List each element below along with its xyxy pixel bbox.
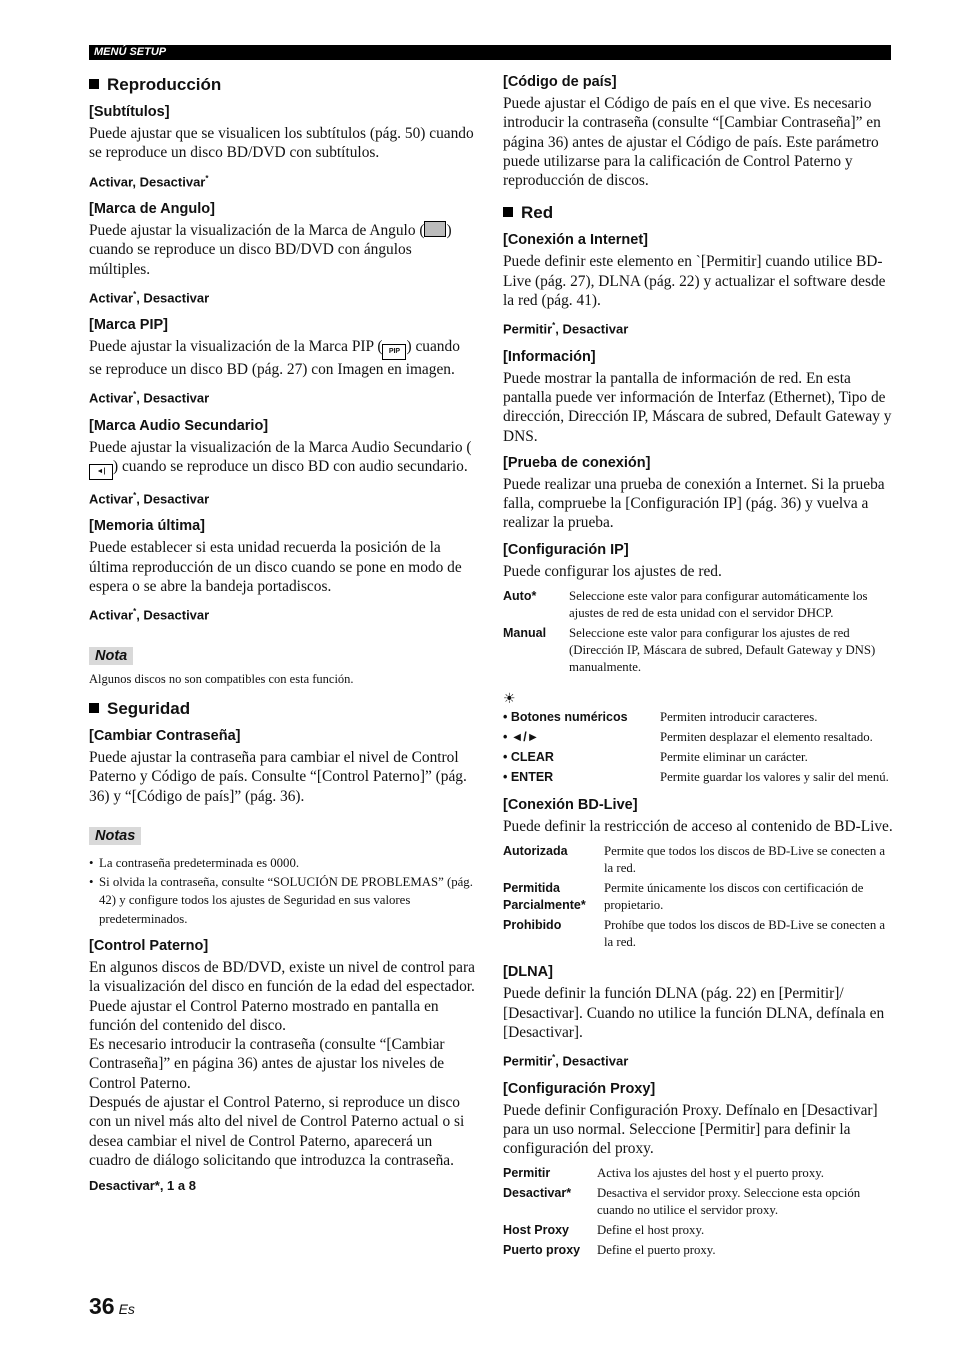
angulo-text: Puede ajustar la visualización de la Marca de Angulo ( ) cuando se reproduce un disco BD/DVD con ángulos múltiples. <box>89 221 452 278</box>
notas-list <box>89 854 475 928</box>
dlna-text: Puede definir la función DLNA (pág. 22) en [Permitir]/ [Desactivar]. Cuando no utilice la función DLNA, defínala en [Desactivar]. <box>503 985 885 1041</box>
page-number: 36 Es <box>89 1293 135 1319</box>
control-text-3: Después de ajustar el Control Paterno, si reproduce un disco con un nivel más alto del nivel de Control Paterno actual o si desea cambiar el nivel de Control Paterno, aparecerá un cuadro de diálogo solicitando que introduzca la contraseña. <box>89 1094 465 1169</box>
control-text-1: En algunos discos de BD/DVD, existe un nivel de control para la visualización del disco en función de la edad del espectador. Puede ajustar el Control Paterno mostrado en pantalla en función del contenido del disco. <box>89 959 475 1034</box>
audio-text: Puede ajustar la visualización de la Marca Audio Secundario (◄| ) cuando se reproduce un disco BD con audio secundario. <box>89 438 475 480</box>
left-column <box>89 72 475 1203</box>
informacion-text: Puede mostrar la pantalla de información de red. En esta pantalla puede ver información de Interfaz (Ethernet), Tipo de dirección, Dirección IP, Máscara de subred, Default Gateway y DNS. <box>503 369 892 445</box>
subtitulos-text: Puede ajustar que se visualicen los subtítulos (pág. 50) cuando se reproduce un disco BD/DVD con subtítulos. <box>89 125 474 162</box>
ip-text: Puede configurar los ajustes de red. <box>503 562 722 580</box>
section-title-red: Red <box>503 202 893 224</box>
table-row: • CLEAR Permite eliminar un carácter. <box>503 750 808 765</box>
memoria-options: Activar*, Desactivar <box>89 607 210 623</box>
table-row: Autorizada Permite que todos los discos de BD-Live se conecten a la red. <box>503 844 886 876</box>
list-item: • La contraseña predeterminada es 0000. <box>89 854 475 873</box>
subtitulos-options: Activar, Desactivar* <box>89 173 209 189</box>
proxy-text: Puede definir Configuración Proxy. Defínalo en [Desactivar] para un uso normal. Seleccione [Permitir] para definir la configuración del proxy. <box>503 1101 878 1158</box>
proxy-heading: [Configuración Proxy] <box>503 1080 656 1097</box>
square-bullet-icon <box>89 703 99 713</box>
nota-text: Algunos discos no son compatibles con esta función. <box>89 671 354 686</box>
list-item: • Si olvida la contraseña, consulte “SOLUCIÓN DE PROBLEMAS” (pág. 42) y configure todos los ajustes de Seguridad en sus valores predeterminados. <box>89 873 475 929</box>
table-row: • Botones numéricos Permiten introducir caracteres. <box>503 710 818 725</box>
conexion-options: Permitir*, Desactivar <box>503 321 629 337</box>
table-row: Host Proxy Define el host proxy. <box>503 1223 705 1238</box>
proxy-table <box>503 1165 893 1262</box>
secondary-audio-icon: ◄| <box>89 464 113 480</box>
table-row: Auto* Seleccione este valor para configurar automáticamente los ajustes de red de esta unidad con el servidor DHCP. <box>503 589 868 621</box>
subtitulos-heading: [Subtítulos] <box>89 104 170 120</box>
hint-icon: ☀ <box>503 691 516 708</box>
pip-mark-icon: PIP <box>382 344 406 360</box>
codigo-text: Puede ajustar el Código de país en el que vive. Es necesario introducir la contraseña (consulte “[Cambiar Contraseña]” en página 36) antes de ajustar el Código de país. Este parámetro puede utilizarse para la calificación de Control Paterno y reproducción de discos. <box>503 95 881 190</box>
memoria-text: Puede establecer si esta unidad recuerda la posición de la última reproducción de un disco cuando se pone en modo de espera o se abre la bandeja portadiscos. <box>89 539 462 595</box>
table-row: • ENTER Permite guardar los valores y salir del menú. <box>503 770 889 785</box>
memoria-heading: [Memoria última] <box>89 518 206 535</box>
section-header-bar: MENÚ SETUP <box>89 45 891 60</box>
prueba-heading: [Prueba de conexión] <box>503 454 651 471</box>
section-title-reproduccion: Reproducción <box>89 74 475 96</box>
angle-mark-icon <box>424 221 446 237</box>
square-bullet-icon <box>89 79 99 89</box>
table-row: Manual Seleccione este valor para configurar los ajustes de red (Dirección IP, Máscara de subred, Default Gateway y DNS) manualmente. <box>503 626 876 675</box>
square-bullet-icon <box>503 207 513 217</box>
dlna-options: Permitir*, Desactivar <box>503 1053 629 1069</box>
table-row: • ◄/► Permiten desplazar el elemento resaltado. <box>503 730 873 745</box>
conexion-text: Puede definir este elemento en `[Permitir] cuando utilice BD-Live (pág. 27), DLNA (pág. 22) y actualizar el software desde la red (pág. 41). <box>503 253 886 310</box>
codigo-heading: [Código de país] <box>503 74 617 90</box>
table-row: Prohibido Prohíbe que todos los discos de BD-Live se conecten a la red. <box>503 918 886 950</box>
pip-text: Puede ajustar la visualización de la Marca PIP ( PIP ) cuando se reproduce un disco BD (pág. 27) con Imagen en imagen. <box>89 338 460 379</box>
cambiar-heading: [Cambiar Contraseña] <box>89 728 241 745</box>
notas-label: Notas <box>89 827 141 845</box>
pip-heading: [Marca PIP] <box>89 317 168 334</box>
conexion-heading: [Conexión a Internet] <box>503 232 649 249</box>
page-language: Es <box>118 1301 135 1317</box>
audio-options: Activar*, Desactivar <box>89 491 210 507</box>
nota-label: Nota <box>89 647 133 665</box>
angulo-heading: [Marca de Angulo] <box>89 200 215 217</box>
audio-heading: [Marca Audio Secundario] <box>89 417 269 434</box>
section-title-seguridad: Seguridad <box>89 698 475 720</box>
table-row: Permitir Activa los ajustes del host y el puerto proxy. <box>503 1166 824 1181</box>
dlna-heading: [DLNA] <box>503 964 553 981</box>
control-heading: [Control Paterno] <box>89 938 209 954</box>
table-row: Permitida Parcialmente* Permite únicamente los discos con certificación de propietario. <box>503 881 864 913</box>
table-row: Puerto proxy Define el puerto proxy. <box>503 1243 716 1258</box>
table-row: Desactivar* Desactiva el servidor proxy. Seleccione esta opción cuando no utilice el servidor proxy. <box>503 1186 861 1218</box>
control-text-2: Es necesario introducir la contraseña (consulte “[Cambiar Contraseña]” en página 36) antes de ajustar los niveles de Control Paterno. <box>89 1036 445 1092</box>
bdlive-table <box>503 843 893 954</box>
right-column <box>503 72 893 1268</box>
control-options: Desactivar*, 1 a 8 <box>89 1178 196 1194</box>
bdlive-heading: [Conexión BD-Live] <box>503 797 638 814</box>
prueba-text: Puede realizar una prueba de conexión a Internet. Si la prueba falla, compruebe la [Configuración IP] (pág. 36) y vuelva a realizar la prueba. <box>503 475 885 532</box>
ip-heading: [Configuración IP] <box>503 541 629 558</box>
hint-table <box>503 709 889 789</box>
informacion-heading: [Información] <box>503 348 596 365</box>
pip-options: Activar*, Desactivar <box>89 390 210 406</box>
ip-options-table <box>503 588 893 679</box>
cambiar-text: Puede ajustar la contraseña para cambiar el nivel de Control Paterno y Código de país. Consulte “[Control Paterno]” (pág. 36) y “[Código de país]” (pág. 36). <box>89 749 467 805</box>
bdlive-text: Puede definir la restricción de acceso al contenido de BD-Live. <box>503 818 893 836</box>
angulo-options: Activar*, Desactivar <box>89 289 210 306</box>
